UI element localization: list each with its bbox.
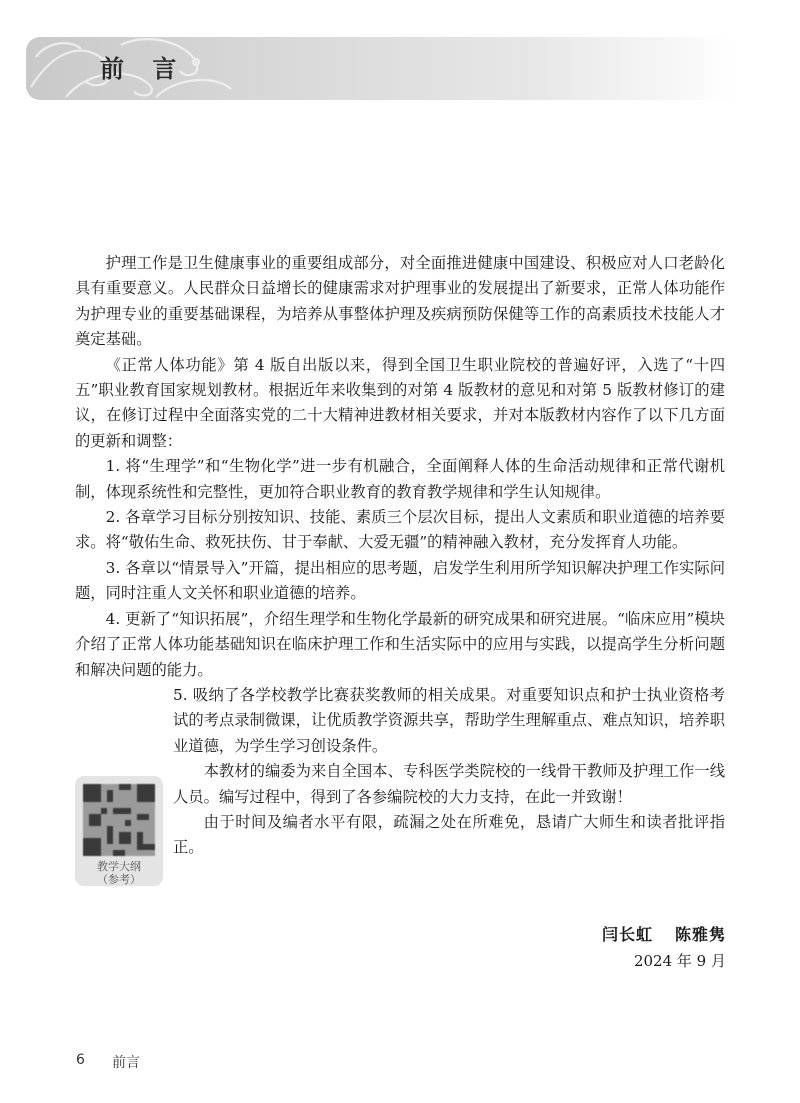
paragraph: 5. 吸纳了各学校教学比赛获奖教师的相关成果。对重要知识点和护士执业资格考试的考点录制微课，让优质教学资源共享，帮助学生理解重点、难点知识，培养职业道德，为学生学习创设条件。 [173,685,725,755]
paragraph: 由于时间及编者水平有限，疏漏之处在所难免，恳请广大师生和读者批评指正。 [173,812,725,857]
qr-sublabel: （参考） [97,873,141,886]
paragraph: 3. 各章以“情景导入”开篇，提出相应的思考题，启发学生利用所学知识解决护理工作实际问题，同时注重人文关怀和职业道德的培养。 [75,558,725,603]
paragraph: 本教材的编委为来自全国本、专科医学类院校的一线骨干教师及护理工作一线人员。编写过程中，得到了各参编院校的大力支持，在此一并致谢！ [173,762,725,806]
signature [602,922,726,945]
paragraph: 《正常人体功能》第 4 版自出版以来，得到全国卫生职业院校的普遍好评，入选了“十四五”职业教育国家规划教材。根据近年来收集到的对第 4 版教材的意见和对第 5 版教材修订的建议，在修订过程中全面落实党的二十大精神进教材相关要求，并对本版教材内容作了以下几方面的更新和调整： [75,355,725,450]
qr-card[interactable] [75,776,163,886]
page-title: 前 言 [100,55,187,83]
qr-label: 教学大纲 [97,860,141,873]
page-number: 6 [76,1052,85,1068]
header-banner [26,37,734,100]
paragraph: 护理工作是卫生健康事业的重要组成部分，对全面推进健康中国建设、积极应对人口老龄化具有重要意义。人民群众日益增长的健康需求对护理事业的发展提出了新要求，正常人体功能作为护理专业的重要基础课程，为培养从事整体护理及疾病预防保健等工作的高素质技术技能人才奠定基础。 [75,254,725,349]
paragraph: 2. 各章学习目标分别按知识、技能、素质三个层次目标，提出人文素质和职业道德的培养要求。将“敬佑生命、救死扶伤、甘于奉献、大爱无疆”的精神融入教材，充分发挥育人功能。 [75,508,725,552]
qr-code-icon[interactable] [83,784,155,856]
author-name: 陈雅隽 [674,925,726,944]
footer-section: 前言 [112,1055,140,1071]
paragraph: 4. 更新了“知识拓展”，介绍生理学和生物化学最新的研究成果和研究进展。“临床应用”模块介绍了正常人体功能基础知识在临床护理工作和生活实际中的应用与实践，以提高学生分析问题和解决问题的能力。 [75,609,725,679]
preface-body [75,251,725,861]
author-name: 闫长虹 [601,925,653,944]
signature-date: 2024 年 9 月 [633,952,726,970]
paragraph: 1. 将“生理学”和“生物化学”进一步有机融合，全面阐释人体的生命活动规律和正常代谢机制，体现系统性和完整性，更加符合职业教育的教育教学规律和学生认知规律。 [75,457,725,501]
